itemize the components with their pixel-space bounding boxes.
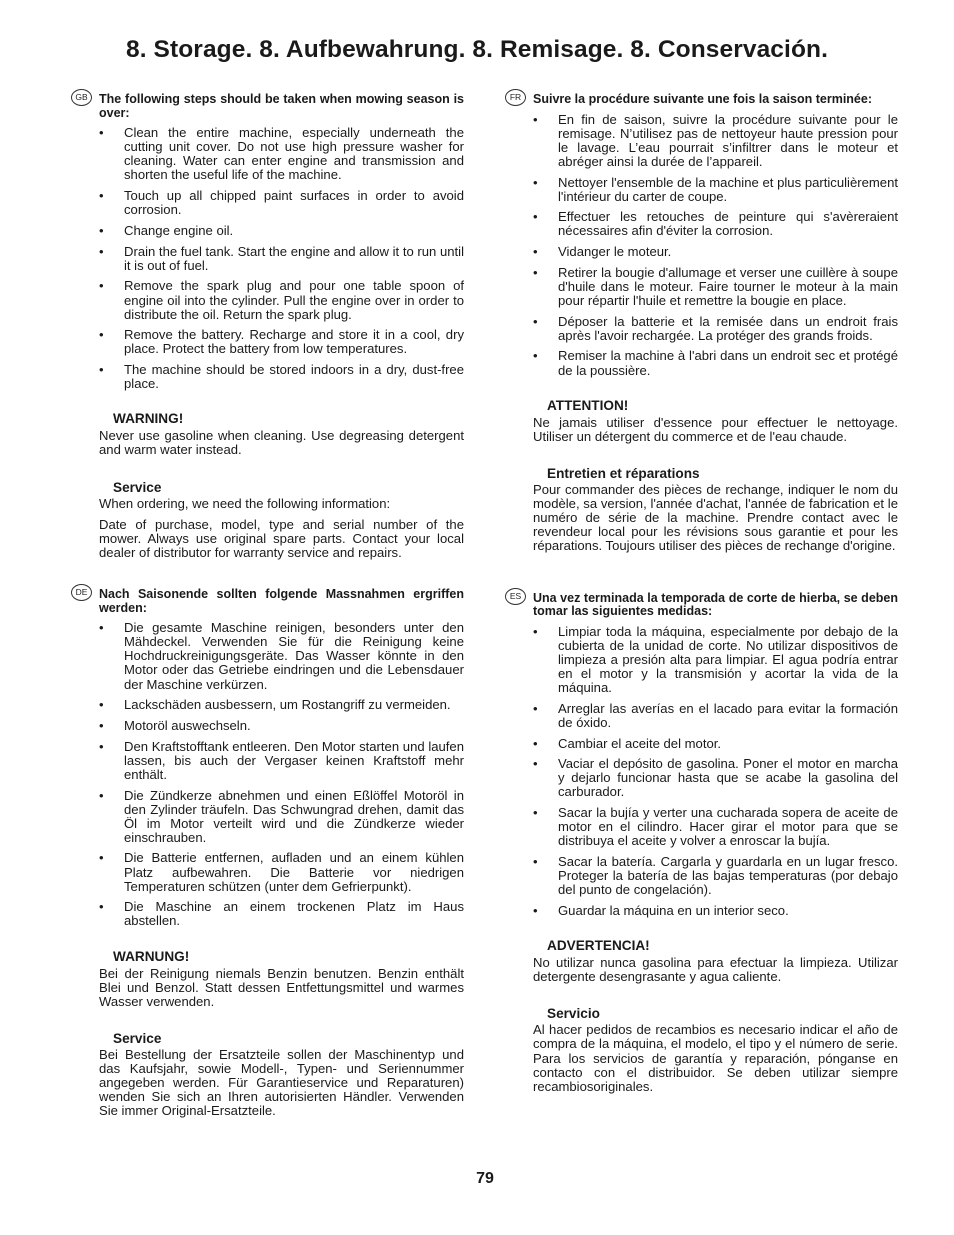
es-intro: Una vez terminada la temporada de corte de hierba, se deben tomar las siguientes medidas: [533, 590, 898, 619]
list-item: • Nettoyer l'ensemble de la machine et plus particulièrement l'intérieur du carter de coupe. [533, 176, 898, 204]
fr-service-heading: Entretien et réparations [547, 465, 700, 481]
de-warning-heading: WARNUNG! [113, 948, 190, 964]
gb-service-text-2: Date of purchase, model, type and serial number of the mower. Always use original spare parts. Contact your local dealer of distributor for warranty service and repairs. [99, 516, 464, 560]
list-item: • Vidanger le moteur. [533, 245, 898, 259]
list-item: • Die Zündkerze abnehmen und einen Eßlöffel Motoröl in den Zylinder träufeln. Das Schwungrad drehen, damit das Öl im Motor verteilt wird und die Zündkerze wieder einschrauben. [99, 789, 464, 845]
list-item: • Drain the fuel tank. Start the engine and allow it to run until it is out of fuel. [99, 245, 464, 273]
de-section [75, 587, 464, 1119]
list-item: • Remiser la machine à l'abri dans un endroit sec et protégé de la poussière. [533, 349, 898, 377]
list-item: • Sacar la bujía y verter una cucharada sopera de aceite de motor en el cilindro. Hacer girar el motor para que se distribuya el aceite y volver a enroscar la bujía. [533, 806, 898, 848]
de-intro: Nach Saisonende sollten folgende Massnahmen ergriffen werden: [99, 587, 464, 615]
gb-warning-text: Never use gasoline when cleaning. Use degreasing detergent and warm water instead. [99, 428, 464, 458]
list-item: • Clean the entire machine, especially underneath the cutting unit cover. Do not use high pressure washer for cleaning. Water can enter engine and transmission and shorten the useful life of the machine. [99, 126, 464, 182]
list-item: • En fin de saison, suivre la procédure suivante pour le remisage. N’utilisez pas de nettoyeur haute pression pour le lavage. L’eau pourrait s’infiltrer dans le moteur et abréger ainsi la durée de l’appareil. [533, 113, 898, 169]
gb-steps-list [99, 126, 464, 391]
es-warning-text: No utilizar nunca gasolina para efectuar la limpieza. Utilizar detergente desengrasante y agua caliente. [533, 955, 898, 985]
list-item: • The machine should be stored indoors in a dry, dust-free place. [99, 363, 464, 391]
list-item: • Remove the battery. Recharge and store it in a cool, dry place. Protect the battery from low temperatures. [99, 328, 464, 356]
fr-steps-list [533, 113, 898, 378]
list-item: • Vaciar el depósito de gasolina. Poner el motor en marcha y dejarlo funcionar hasta que se acabe la gasolina del carburador. [533, 757, 898, 799]
list-item: • Remove the spark plug and pour one table spoon of engine oil into the cylinder. Pull the engine over in order to distribute the oil. Return the spark plug. [99, 279, 464, 321]
fr-intro: Suivre la procédure suivante une fois la saison terminée: [533, 92, 873, 106]
gb-section [75, 92, 464, 560]
list-item: • Die Maschine an einem trockenen Platz im Haus abstellen. [99, 900, 464, 928]
gb-language-badge: GB [71, 89, 92, 106]
es-service-text: Al hacer pedidos de recambios es necesario indicar el año de compra de la máquina, el modelo, el tipo y el número de serie. Para los servicios de garantía y reparación, pónganse en contacto con el distribuidor. Se deben utilizar siempre recambiosoriginales. [533, 1022, 898, 1094]
de-service-heading: Service [113, 1030, 162, 1046]
gb-service-heading: Service [113, 479, 162, 495]
es-service-heading: Servicio [547, 1006, 600, 1022]
de-warning-text: Bei der Reinigung niemals Benzin benutzen. Benzin enthält Blei und Benzol. Statt dessen Entfettungsmittel und warmes Wasser verwenden. [99, 965, 464, 1009]
list-item: • Motoröl auswechseln. [99, 719, 464, 733]
gb-warning-heading: WARNING! [113, 411, 184, 427]
es-section [509, 590, 898, 1094]
list-item: • Sacar la batería. Cargarla y guardarla en un lugar fresco. Proteger la batería de las bajas temperaturas (por debajo del punto de congelación). [533, 855, 898, 897]
list-item: • Retirer la bougie d'allumage et verser une cuillère à soupe d'huile dans le moteur. Faire tourner le moteur à la main pour répartir l'huile et remettre la bougie en place. [533, 266, 898, 308]
fr-language-badge: FR [505, 89, 526, 106]
left-column [75, 0, 464, 1119]
list-item: • Effectuer les retouches de peinture qui s'avèreraient nécessaires afin d'éviter la corrosion. [533, 210, 898, 238]
list-item: • Die gesamte Maschine reinigen, besonders unter den Mähdeckel. Verwenden Sie für die Reinigung keine Hochdruckreinigungsgeräte. Das Wasser könnte in den Motor oder das Getriebe eindringen und die Lebensdauer der Maschine verkürzen. [99, 621, 464, 691]
list-item: • Change engine oil. [99, 224, 464, 238]
list-item: • Guardar la máquina en un interior seco. [533, 904, 898, 918]
list-item: • Arreglar las averías en el lacado para evitar la formación de óxido. [533, 702, 898, 730]
es-language-badge: ES [505, 588, 526, 605]
page-title: 8. Storage. 8. Aufbewahrung. 8. Remisage. 8. Conservación. [126, 36, 828, 63]
right-column [509, 0, 898, 1094]
de-steps-list [99, 621, 464, 928]
fr-warning-text: Ne jamais utiliser d'essence pour effectuer le nettoyage. Utiliser un détergent du commerce et de l'eau chaude. [533, 414, 898, 444]
list-item: • Lackschäden ausbessern, um Rostangriff zu vermeiden. [99, 698, 464, 712]
page-number: 79 [476, 1170, 494, 1187]
fr-warning-heading: ATTENTION! [547, 397, 629, 413]
es-warning-heading: ADVERTENCIA! [547, 937, 650, 953]
list-item: • Cambiar el aceite del motor. [533, 737, 898, 751]
list-item: • Die Batterie entfernen, aufladen und an einem kühlen Platz aufbewahren. Die Batterie vor niedrigen Temperaturen schützen (unter dem Gefrierpunkt). [99, 851, 464, 893]
es-steps-list [533, 625, 898, 918]
list-item: • Limpiar toda la máquina, especialmente por debajo de la cubierta de la unidad de corte. No utilizar dispositivos de limpieza a presión alta para limpiar. El agua podría entrar en el motor y la transmisión y acortar la vida de la máquina. [533, 625, 898, 695]
de-service-text: Bei Bestellung der Ersatzteile sollen der Maschinentyp und das Kaufsjahr, sowie Modell-, Typen- und Seriennummer angegeben werden. Für Garantieservice und Reparaturen) wenden Sie sich an Ihren autorisierten Händler. Verwenden Sie immer Original-Ersatzteile. [99, 1047, 464, 1119]
gb-intro: The following steps should be taken when mowing season is over: [99, 92, 464, 120]
list-item: • Touch up all chipped paint surfaces in order to avoid corrosion. [99, 189, 464, 217]
de-language-badge: DE [71, 584, 92, 601]
list-item: • Den Kraftstofftank entleeren. Den Motor starten und laufen lassen, bis auch der Vergaser keinen Kraftstoff mehr enthält. [99, 740, 464, 782]
list-item: • Déposer la batterie et la remisée dans un endroit frais après l'avoir rechargée. La protéger des grands froids. [533, 315, 898, 343]
fr-section [509, 92, 898, 554]
gb-service-text-1: When ordering, we need the following information: [99, 495, 391, 511]
fr-service-text: Pour commander des pièces de rechange, indiquer le nom du modèle, sa version, l'année d'achat, l'année de fabrication et le numéro de série de la machine. Prendre contact avec le revendeur local pour les révisions sous garantie et pour les réparations. Toujours utiliser des pièces de rechange d'origine. [533, 482, 898, 554]
